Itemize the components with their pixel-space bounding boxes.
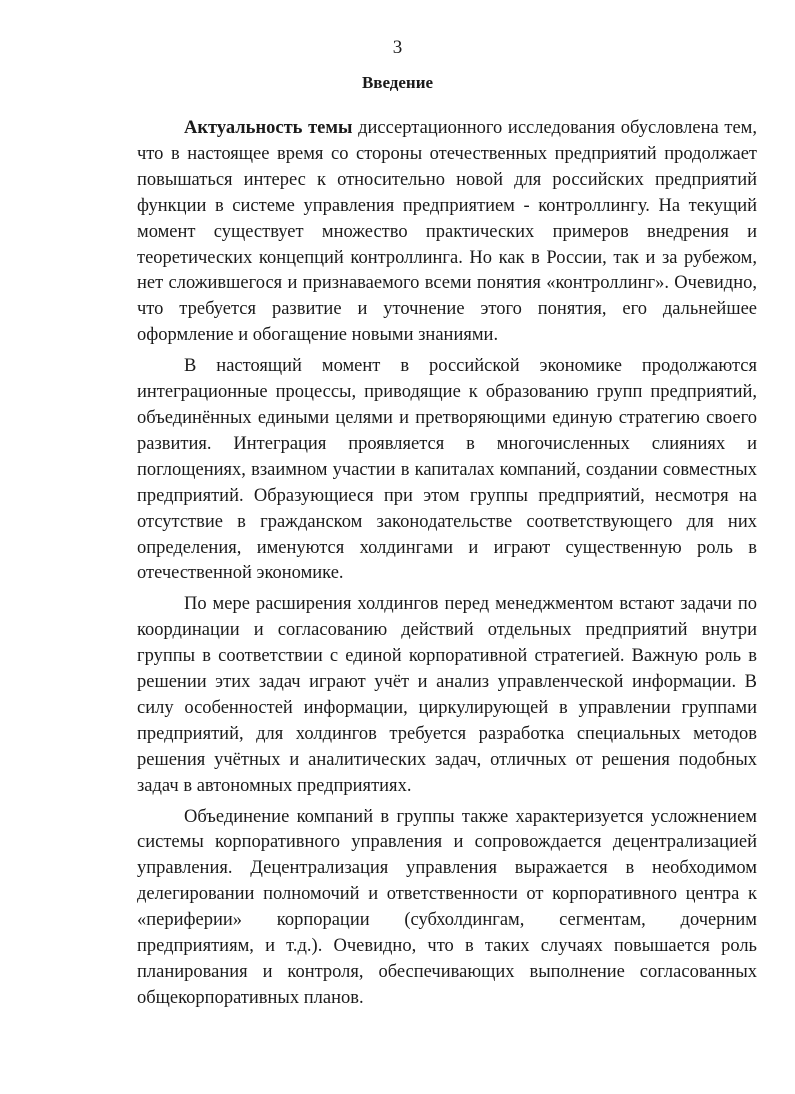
lead-term: Актуальность темы xyxy=(184,118,353,138)
paragraph-2: В настоящий момент в российской экономике продолжаются интеграционные процессы, приводящие к образованию групп предприятий, объединённых едиными целями и претворяющими единую стратегию своего развития. Интеграция проявляется в многочисленных слияниях и поглощениях, взаимном участии в капиталах компаний, создании совместных предприятий. Образующиеся при этом группы предприятий, несмотря на отсутствие в гражданском законодательстве соответствующего для них определения, именуются холдингами и играют существенную роль в отечественной экономике. xyxy=(137,356,757,584)
page-number: 3 xyxy=(392,37,403,58)
paragraph-1 xyxy=(137,116,757,349)
paragraph-4: Объединение компаний в группы также характеризуется усложнением системы корпоративного управления и сопровождается децентрализацией управления. Децентрализация управления выражается в необходимом делегировании полномочий и ответственности от корпоративного центра к «периферии» корпорации (субхолдингам, сегментам, дочерним предприятиям, и т.д.). Очевидно, что в таких случаях повышается роль планирования и контроля, обеспечивающих выполнение согласованных общекорпоративных планов. xyxy=(137,806,757,1008)
paragraph-3: По мере расширения холдингов перед менеджментом встают задачи по координации и согласованию действий отдельных предприятий внутри группы в соответствии с единой корпоративной стратегией. Важную роль в решении этих задач играют учёт и анализ управленческой информации. В силу особенностей информации, циркулирующей в управлении группами предприятий, для холдингов требуется разработка специальных методов решения учётных и аналитических задач, отличных от решения подобных задач в автономных предприятиях. xyxy=(137,594,757,796)
paragraph-1-text: диссертационного исследования обусловлена тем, что в настоящее время со стороны отечественных предприятий продолжает повышаться интерес к относительно новой для российских предприятий функции в системе управления предприятием - контроллингу. На текущий момент существует множество практических примеров внедрения и теоретических концепций контроллинга. Но как в России, так и за рубежом, нет сложившегося и признаваемого всеми понятия «контроллинг». Очевидно, что требуется развитие и уточнение этого понятия, его дальнейшее оформление и обогащение новыми знаниями. xyxy=(137,118,758,346)
page-title: Введение xyxy=(361,73,434,92)
body-text xyxy=(137,116,757,1017)
